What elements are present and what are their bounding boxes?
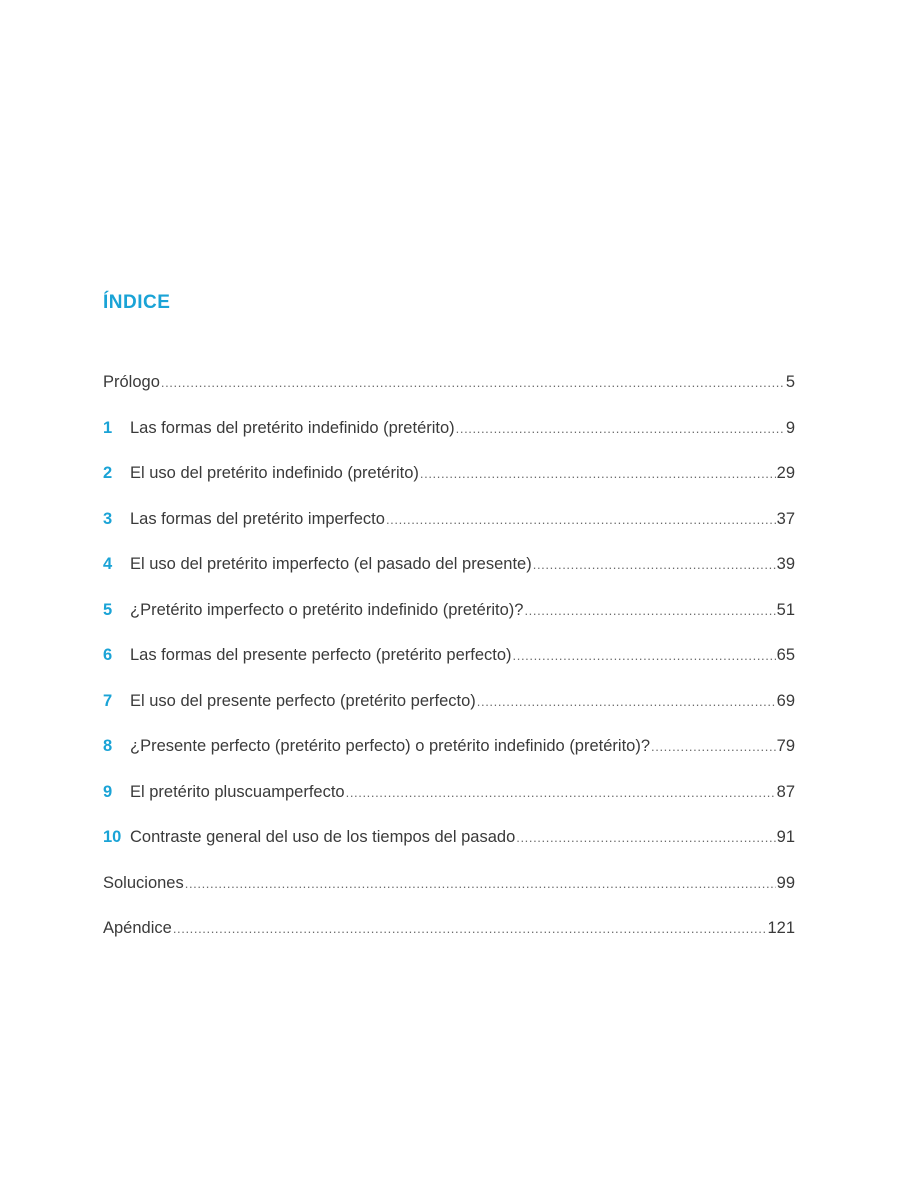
dot-leader <box>346 782 776 804</box>
toc-entry <box>103 371 795 417</box>
chapter-number: 7 <box>103 691 113 710</box>
dot-leader <box>524 600 775 622</box>
chapter-number: 3 <box>103 509 113 528</box>
page-number: 65 <box>776 646 795 664</box>
dot-leader <box>161 372 785 394</box>
chapter-number: 2 <box>103 464 113 482</box>
entry-title: Las formas del pretérito imperfecto <box>130 509 385 528</box>
chapter-number: 10 <box>103 828 122 846</box>
dot-leader <box>173 918 767 940</box>
toc-entry <box>103 599 795 645</box>
chapter-number: 5 <box>103 600 113 619</box>
table-of-contents <box>103 371 795 963</box>
toc-entry <box>103 644 795 690</box>
entry-title: Contraste general del uso de los tiempos del pasado <box>130 828 516 846</box>
toc-entry <box>103 462 795 508</box>
page-number: 91 <box>776 828 795 846</box>
dot-leader <box>456 418 785 440</box>
toc-entry <box>103 872 795 918</box>
chapter-number: 4 <box>103 555 113 573</box>
entry-title: ¿Pretérito imperfecto o pretérito indefinido (pretérito)? <box>130 600 524 619</box>
entry-title: El uso del pretérito imperfecto (el pasado del presente) <box>130 555 532 573</box>
chapter-number: 8 <box>103 737 113 755</box>
toc-entry <box>103 826 795 872</box>
page-number: 39 <box>776 555 795 573</box>
toc-entry <box>103 690 795 736</box>
entry-title: Las formas del pretérito indefinido (pretérito) <box>130 418 455 437</box>
page-number: 87 <box>776 782 795 801</box>
toc-entry <box>103 917 795 963</box>
page-number: 121 <box>767 919 795 937</box>
dot-leader <box>513 645 776 667</box>
toc-heading: ÍNDICE <box>103 292 171 313</box>
page-number: 29 <box>776 464 795 482</box>
page-number: 5 <box>785 373 795 391</box>
entry-title: El pretérito pluscuamperfecto <box>130 782 345 801</box>
page-number: 9 <box>785 418 795 437</box>
dot-leader <box>477 691 776 713</box>
dot-leader <box>516 827 775 849</box>
dot-leader <box>533 554 776 576</box>
page-number: 79 <box>776 737 795 755</box>
dot-leader <box>420 463 776 485</box>
page-number: 37 <box>776 509 795 528</box>
entry-title: Prólogo <box>103 373 160 391</box>
page-number: 69 <box>776 691 795 710</box>
chapter-number: 6 <box>103 646 113 664</box>
entry-title: ¿Presente perfecto (pretérito perfecto) o pretérito indefinido (pretérito)? <box>130 737 651 755</box>
toc-entry <box>103 735 795 781</box>
dot-leader <box>651 736 776 758</box>
page-number: 99 <box>776 873 795 892</box>
dot-leader <box>386 509 776 531</box>
entry-title: El uso del presente perfecto (pretérito perfecto) <box>130 691 476 710</box>
entry-title: El uso del pretérito indefinido (pretérito) <box>130 464 419 482</box>
entry-title: Apéndice <box>103 919 172 937</box>
toc-entry <box>103 781 795 827</box>
chapter-number: 9 <box>103 782 113 801</box>
chapter-number: 1 <box>103 418 113 437</box>
toc-entry <box>103 417 795 463</box>
entry-title: Soluciones <box>103 873 184 892</box>
dot-leader <box>185 873 776 895</box>
toc-entry <box>103 508 795 554</box>
toc-entry <box>103 553 795 599</box>
page-number: 51 <box>776 600 795 619</box>
entry-title: Las formas del presente perfecto (pretérito perfecto) <box>130 646 512 664</box>
